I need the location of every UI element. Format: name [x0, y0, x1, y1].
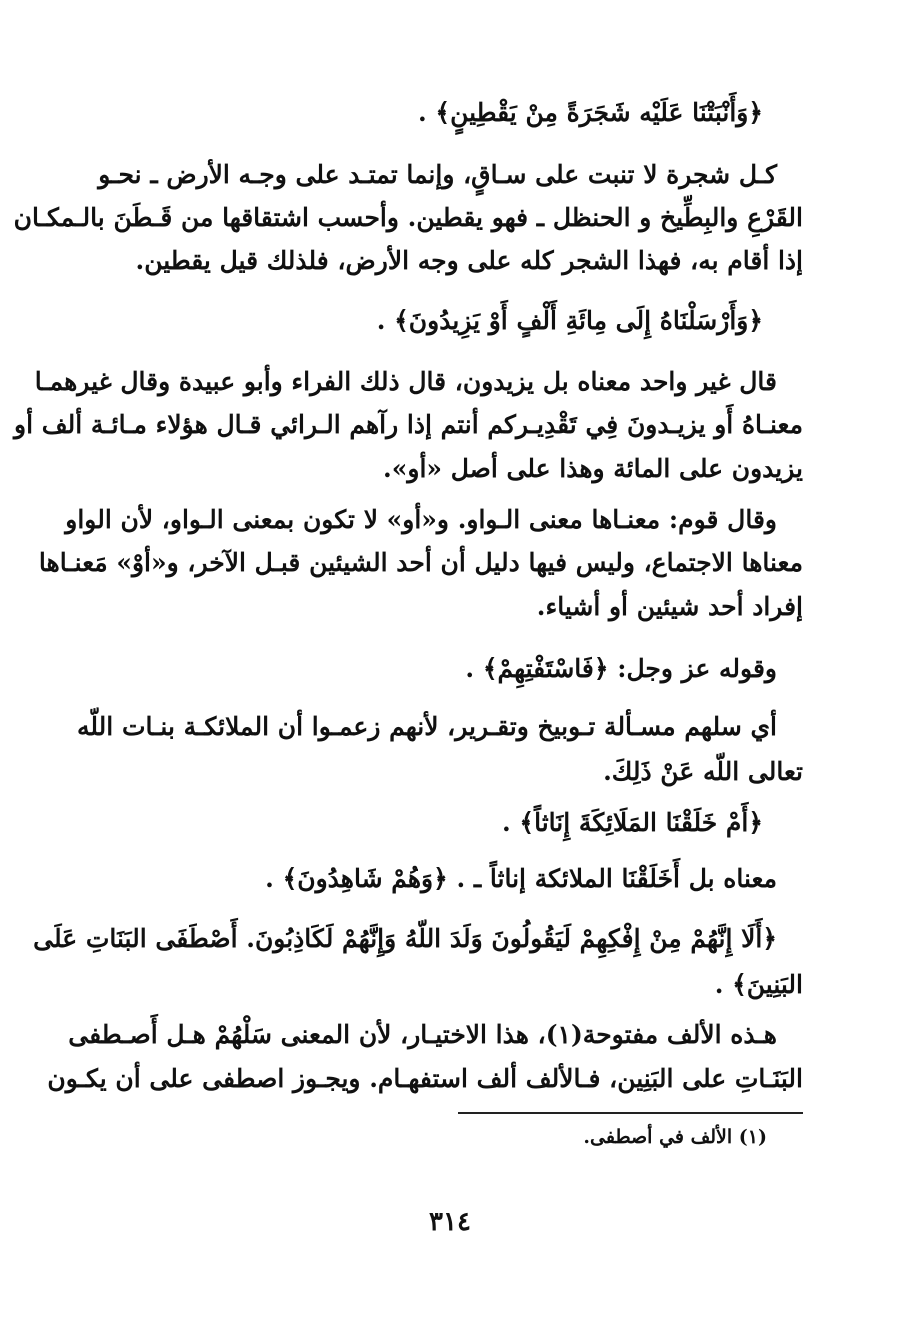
quran-verse-line: ﴿وَأَنْبَتْنَا عَلَيْه شَجَرَةً مِنْ يَقْطِينٍ﴾ . — [418, 98, 763, 127]
text-line: إذا أقام به، فهذا الشجر كله على وجه الأرض، فلذلك قيل يقطين. — [135, 246, 803, 275]
text-line: يزيدون على المائة وهذا على أصل «أو». — [383, 454, 803, 483]
text-line: إفراد أحد شيئين أو أشياء. — [536, 592, 803, 621]
page-number: ٣١٤ — [429, 1207, 471, 1237]
text-line: البَنَـاتِ على البَنِين، فـالألف ألف استفهـام. ويجـوز اصطفى على أن يكـون — [47, 1064, 803, 1093]
text-line: معناه بل أَخَلَقْنَا الملائكة إناثاً ـ . ﴿وَهُمْ شَاهِدُونَ﴾ . — [265, 864, 777, 893]
quran-verse-line: ﴿أَلَا إِنَّهُمْ مِنْ إِفْكِهِمْ لَيَقُولُونَ وَلَدَ اللّهُ وَإِنَّهُمْ لَكَاذِبُونَ. أَصْطَفَى البَنَاتِ عَلَى — [33, 924, 777, 953]
text-line: معناها الاجتماع، وليس فيها دليل أن أحد الشيئين قبـل الآخر، و«أوْ» مَعنـاها — [38, 548, 803, 577]
text-line: القَرْعِ والبِطِّيخ و الحنظل ـ فهو يقطين. وأحسب اشتقاقها من قَـطَنَ بالـمكـان — [13, 203, 803, 232]
quran-verse-line: البَنِينَ﴾ . — [714, 970, 803, 999]
footnote: (١) الألف في أصطفى. — [583, 1126, 767, 1148]
quran-verse-line: ﴿أَمْ خَلَقْنَا المَلَائِكَةَ إِنَاثاً﴾ . — [502, 808, 763, 837]
text-line: قال غير واحد معناه بل يزيدون، قال ذلك الفراء وأبو عبيدة وقال غيرهمـا — [34, 367, 777, 396]
book-page — [13, 0, 803, 1319]
text-line: كـل شجرة لا تنبت على سـاقٍ، وإنما تمتـد على وجـه الأرض ـ نحـو — [98, 160, 777, 189]
text-line: هـذه الألف مفتوحة(١)، هذا الاختيـار، لأن المعنى سَلْهُمْ هـل أَصـطفى — [68, 1020, 777, 1049]
text-line: أي سلهم مسـألة تـوبيخ وتقـرير، لأنهم زعمـوا أن الملائكـة بنـات اللّه — [77, 712, 777, 741]
footnote-divider — [458, 1112, 803, 1114]
text-line: معنـاهُ أَو يزيـدونَ فِي تَقْدِيـركم أنتم إذا رآهم الـرائي قـال هؤلاء مـائـة ألف أو — [14, 410, 803, 439]
quran-verse-line: ﴿وَأَرْسَلْنَاهُ إِلَى مِائَةِ أَلْفٍ أَوْ يَزِيدُونَ﴾ . — [376, 306, 763, 335]
text-line: تعالى اللّه عَنْ ذَلِكَ. — [603, 757, 803, 786]
text-line: وقوله عز وجل: ﴿فَاسْتَفْتِهِمْ﴾ . — [465, 654, 777, 683]
text-line: وقال قوم: معنـاها معنى الـواو. و«أو» لا تكون بمعنى الـواو، لأن الواو — [65, 505, 777, 534]
